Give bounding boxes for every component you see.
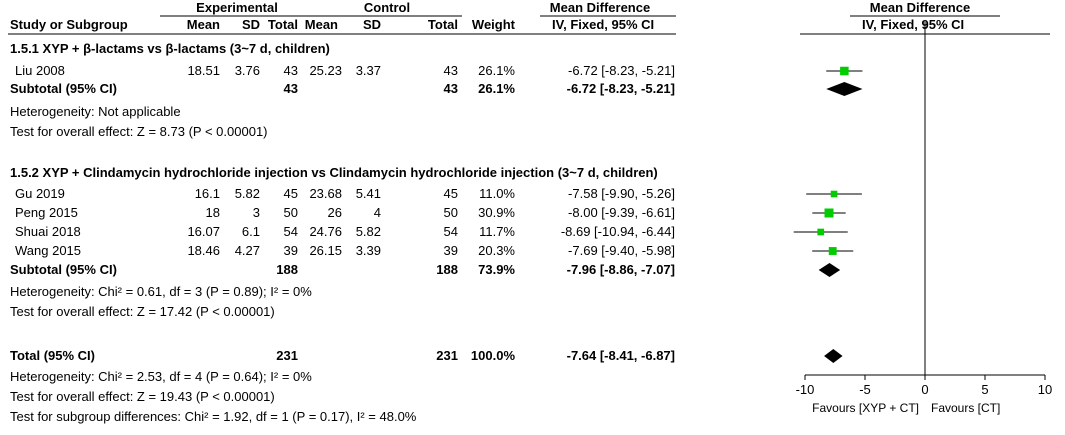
overall-effect: Test for overall effect: Z = 19.43 (P < 0.00001) [10,389,275,404]
col-exp-mean: Mean [186,17,220,32]
pooled-diamond [819,263,840,277]
heterogeneity: Heterogeneity: Chi² = 2.53, df = 4 (P = 0.64); I² = 0% [10,369,312,384]
study-marker [829,247,837,255]
exp-total: 50 [283,205,298,220]
weight: 73.9% [478,262,515,277]
ctl-sd: 4 [373,205,381,220]
study-name: Wang 2015 [15,243,82,258]
heterogeneity: Heterogeneity: Not applicable [10,104,181,119]
ctl-total: 43 [443,63,458,78]
ctl-mean: 26 [327,205,342,220]
ctl-total: 39 [443,243,458,258]
subtotal-label: Subtotal (95% CI) [10,81,117,96]
x-tick-label: 0 [921,382,929,397]
exp-mean: 16.1 [194,186,220,201]
ci-text: -7.58 [-9.90, -5.26] [568,186,675,201]
study-name: Gu 2019 [15,186,65,201]
exp-mean: 18 [205,205,220,220]
ctl-mean: 24.76 [309,224,342,239]
ctl-total: 43 [443,81,458,96]
favours-left-label: Favours [XYP + CT] [812,401,919,415]
exp-mean: 18.51 [187,63,220,78]
study-marker [831,191,838,198]
weight: 11.0% [479,186,515,201]
heterogeneity: Heterogeneity: Chi² = 0.61, df = 3 (P = 0.89); I² = 0% [10,284,312,299]
weight: 26.1% [478,81,515,96]
subtotal-label: Subtotal (95% CI) [10,262,117,277]
header-experimental: Experimental [196,0,278,15]
favours-right-label: Favours [CT] [931,401,1001,415]
exp-total: 43 [283,81,298,96]
col-ctl-total: Total [427,17,458,32]
ci-text: -8.00 [-9.39, -6.61] [568,205,675,220]
ci-text: -8.69 [-10.94, -6.44] [560,224,675,239]
x-tick-label: 10 [1037,382,1053,397]
ctl-mean: 23.68 [309,186,342,201]
weight: 11.7% [479,224,515,239]
ci-text: -7.96 [-8.86, -7.07] [566,262,675,277]
ci-text: -6.72 [-8.23, -5.21] [568,63,675,78]
exp-sd: 3 [252,205,260,220]
exp-sd: 6.1 [241,224,260,239]
col-plot-method: IV, Fixed, 95% CI [862,17,965,32]
overall-effect: Test for overall effect: Z = 8.73 (P < 0.00001) [10,124,268,139]
ctl-sd: 5.82 [355,224,381,239]
subgroup-title: 1.5.1 XYP + β-lactams vs β-lactams (3~7 d, children) [10,41,330,56]
x-tick-label: -5 [859,382,871,397]
subgroup-differences: Test for subgroup differences: Chi² = 1.92, df = 1 (P = 0.17), I² = 48.0% [10,409,417,424]
exp-mean: 18.46 [187,243,220,258]
ci-text: -7.64 [-8.41, -6.87] [566,348,675,363]
ci-text: -6.72 [-8.23, -5.21] [566,81,675,96]
weight: 30.9% [478,205,515,220]
exp-total: 39 [283,243,298,258]
header-control: Control [363,0,411,15]
ctl-total: 54 [443,224,458,239]
x-tick-label: 5 [981,382,989,397]
col-weight: Weight [471,17,515,32]
exp-sd: 5.82 [234,186,260,201]
ctl-mean: 26.15 [309,243,342,258]
subgroup-title: 1.5.2 XYP + Clindamycin hydrochloride injection vs Clindamycin hydrochloride injection (3~7 d, children) [10,165,658,180]
col-exp-sd: SD [241,17,260,32]
total-label: Total (95% CI) [10,348,95,363]
exp-sd: 4.27 [234,243,260,258]
ctl-sd: 3.39 [355,243,381,258]
exp-sd: 3.76 [234,63,260,78]
study-name: Peng 2015 [15,205,78,220]
ctl-sd: 5.41 [355,186,381,201]
col-ci: IV, Fixed, 95% CI [552,17,655,32]
ctl-mean: 25.23 [309,63,342,78]
weight: 26.1% [478,63,515,78]
ctl-total: 231 [436,348,458,363]
weight: 100.0% [470,348,515,363]
exp-total: 45 [283,186,298,201]
ctl-total: 188 [436,262,458,277]
exp-total: 54 [283,224,298,239]
ci-text: -7.69 [-9.40, -5.98] [568,243,675,258]
exp-total: 188 [276,262,298,277]
weight: 20.3% [478,243,515,258]
ctl-total: 50 [443,205,458,220]
pooled-diamond [826,82,862,96]
col-ctl-mean: Mean [304,17,338,32]
study-marker [817,229,824,236]
study-marker [840,67,849,76]
exp-total: 43 [283,63,298,78]
header-plot-title: Mean Difference [869,0,971,15]
study-name: Liu 2008 [15,63,65,78]
exp-total: 231 [276,348,298,363]
overall-effect: Test for overall effect: Z = 17.42 (P < 0.00001) [10,304,275,319]
col-ctl-sd: SD [362,17,381,32]
exp-mean: 16.07 [187,224,220,239]
col-exp-total: Total [267,17,298,32]
ctl-total: 45 [443,186,458,201]
ctl-sd: 3.37 [355,63,381,78]
col-study: Study or Subgroup [10,17,128,32]
study-name: Shuai 2018 [15,224,81,239]
study-marker [825,209,834,218]
pooled-diamond [824,349,842,363]
x-tick-label: -10 [795,382,815,397]
header-mean-difference: Mean Difference [549,0,651,15]
